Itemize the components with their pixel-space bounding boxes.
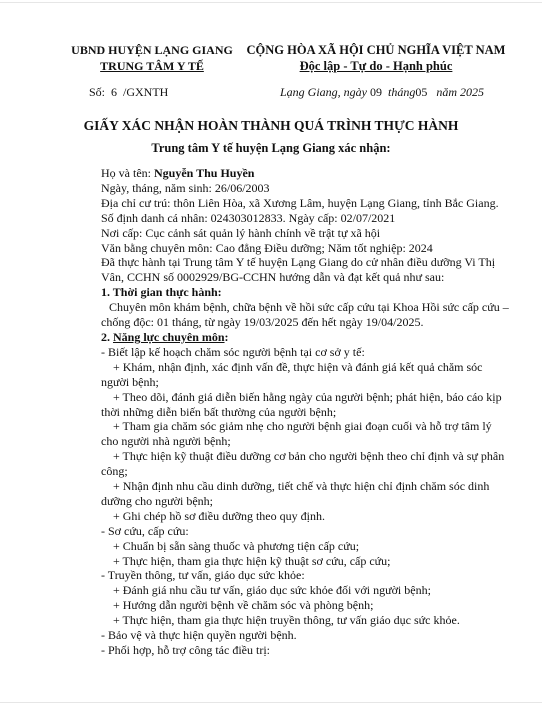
header-left bbox=[62, 42, 242, 74]
competency-item: - Biết lập kế hoạch chăm sóc người bệnh tại cơ sở y tế: bbox=[101, 344, 365, 359]
section2-heading bbox=[101, 330, 511, 345]
doc-number-value: 6 bbox=[111, 85, 118, 99]
competency-item: - Sơ cứu, cấp cứu: bbox=[101, 523, 189, 538]
competency-item: + Theo dõi, đánh giá diễn biến hằng ngày của người bệnh; phát hiện, báo cáo kịp thời những diễn biến bất thường của người bệnh; bbox=[101, 389, 502, 419]
month-label: tháng bbox=[388, 85, 416, 99]
date-month: 05 bbox=[415, 85, 428, 99]
header-right bbox=[240, 42, 512, 74]
document-number bbox=[89, 85, 168, 100]
place-and-date bbox=[280, 85, 484, 100]
competency-item: + Ghi chép hồ sơ điều dưỡng theo quy định. bbox=[113, 508, 325, 523]
practice-statement: Đã thực hành tại Trung tâm Y tế huyện Lạng Giang do cử nhân điều dưỡng Vi Thị Vân, CCHN số 0002929/BG-CCHN hướng dẫn và đạt kết quả như sau: bbox=[101, 255, 496, 285]
person-name: Nguyễn Thu Huyền bbox=[154, 166, 255, 180]
competency-item: - Bảo vệ và thực hiện quyền người bệnh. bbox=[101, 628, 297, 643]
date-year: 2025 bbox=[460, 85, 485, 99]
place-prefix: Lạng Giang, ngày bbox=[280, 85, 367, 99]
document-title: GIẤY XÁC NHẬN HOÀN THÀNH QUÁ TRÌNH THỰC HÀNH bbox=[83, 118, 459, 133]
section2-number: 2. bbox=[101, 329, 113, 344]
issuing-unit: TRUNG TÂM Y TẾ bbox=[100, 59, 204, 73]
person-name-line bbox=[101, 166, 511, 181]
person-id-issuer: Nơi cấp: Cục cảnh sát quản lý hành chính về trật tự xã hội bbox=[101, 225, 381, 240]
doc-number-label: Số: bbox=[89, 85, 106, 99]
person-degree: Văn bằng chuyên môn: Cao đẳng Điều dưỡng; Năm tốt nghiệp: 2024 bbox=[101, 240, 433, 255]
section1-text: Chuyên môn khám bệnh, chữa bệnh về hồi sức cấp cứu tại Khoa Hồi sức cấp cứu – chống độc: 01 tháng, từ ngày 19/03/2025 đến hết ngày 19/04/2025. bbox=[101, 300, 509, 330]
year-label: năm bbox=[436, 85, 458, 99]
section2-title: Năng lực chuyên môn bbox=[113, 329, 225, 344]
page-top-border bbox=[0, 2, 542, 3]
competency-item: + Tham gia chăm sóc giảm nhẹ cho người bệnh giai đoạn cuối và hỗ trợ tâm lý cho người nhà người bệnh; bbox=[101, 419, 492, 449]
competency-item: - Truyền thông, tư vấn, giáo dục sức khỏe: bbox=[101, 568, 305, 583]
competency-item: + Thực hiện, tham gia thực hiện kỹ thuật sơ cứu, cấp cứu; bbox=[113, 553, 391, 568]
page-bottom-border bbox=[0, 702, 542, 703]
competency-item: + Chuẩn bị sẵn sàng thuốc và phương tiện cấp cứu; bbox=[113, 538, 360, 553]
competency-item: + Đánh giá nhu cầu tư vấn, giáo dục sức khỏe đối với người bệnh; bbox=[113, 583, 431, 598]
issuing-authority: UBND HUYỆN LẠNG GIANG bbox=[71, 43, 233, 57]
country-name: CỘNG HÒA XÃ HỘI CHỦ NGHĨA VIỆT NAM bbox=[246, 43, 506, 57]
competency-list bbox=[101, 345, 511, 658]
document-subtitle: Trung tâm Y tế huyện Lạng Giang xác nhận: bbox=[151, 141, 391, 155]
person-id: Số định danh cá nhân: 024303012833. Ngày cấp: 02/07/2021 bbox=[101, 210, 396, 225]
document-body bbox=[101, 166, 511, 658]
person-address: Địa chỉ cư trú: thôn Liên Hòa, xã Xương Lâm, huyện Lạng Giang, tỉnh Bắc Giang. bbox=[101, 195, 499, 210]
competency-item: + Nhận định nhu cầu dinh dưỡng, tiết chế và thực hiện chỉ định chăm sóc dinh dưỡng cho người bệnh; bbox=[101, 479, 490, 508]
name-label: Họ và tên: bbox=[101, 166, 151, 180]
competency-item: + Hướng dẫn người bệnh về chăm sóc và phòng bệnh; bbox=[113, 598, 374, 613]
doc-number-suffix: /GXNTH bbox=[123, 85, 169, 99]
section1-heading: 1. Thời gian thực hành: bbox=[101, 285, 222, 300]
national-motto: Độc lập - Tự do - Hạnh phúc bbox=[299, 59, 453, 73]
person-dob: Ngày, tháng, năm sinh: 26/06/2003 bbox=[101, 180, 270, 195]
competency-item: + Thực hiện, tham gia thực hiện truyền thông, tư vấn giáo dục sức khỏe. bbox=[113, 613, 460, 628]
competency-item: - Phối hợp, hỗ trợ công tác điều trị: bbox=[101, 643, 270, 657]
section2-colon: : bbox=[224, 329, 229, 344]
competency-item: + Thực hiện kỹ thuật điều dưỡng cơ bản cho người bệnh theo chỉ định và sự phân công; bbox=[101, 449, 505, 479]
date-day: 09 bbox=[370, 85, 382, 99]
competency-item: + Khám, nhận định, xác định vấn đề, thực hiện và đánh giá kết quả chăm sóc người bệnh; bbox=[101, 359, 483, 389]
